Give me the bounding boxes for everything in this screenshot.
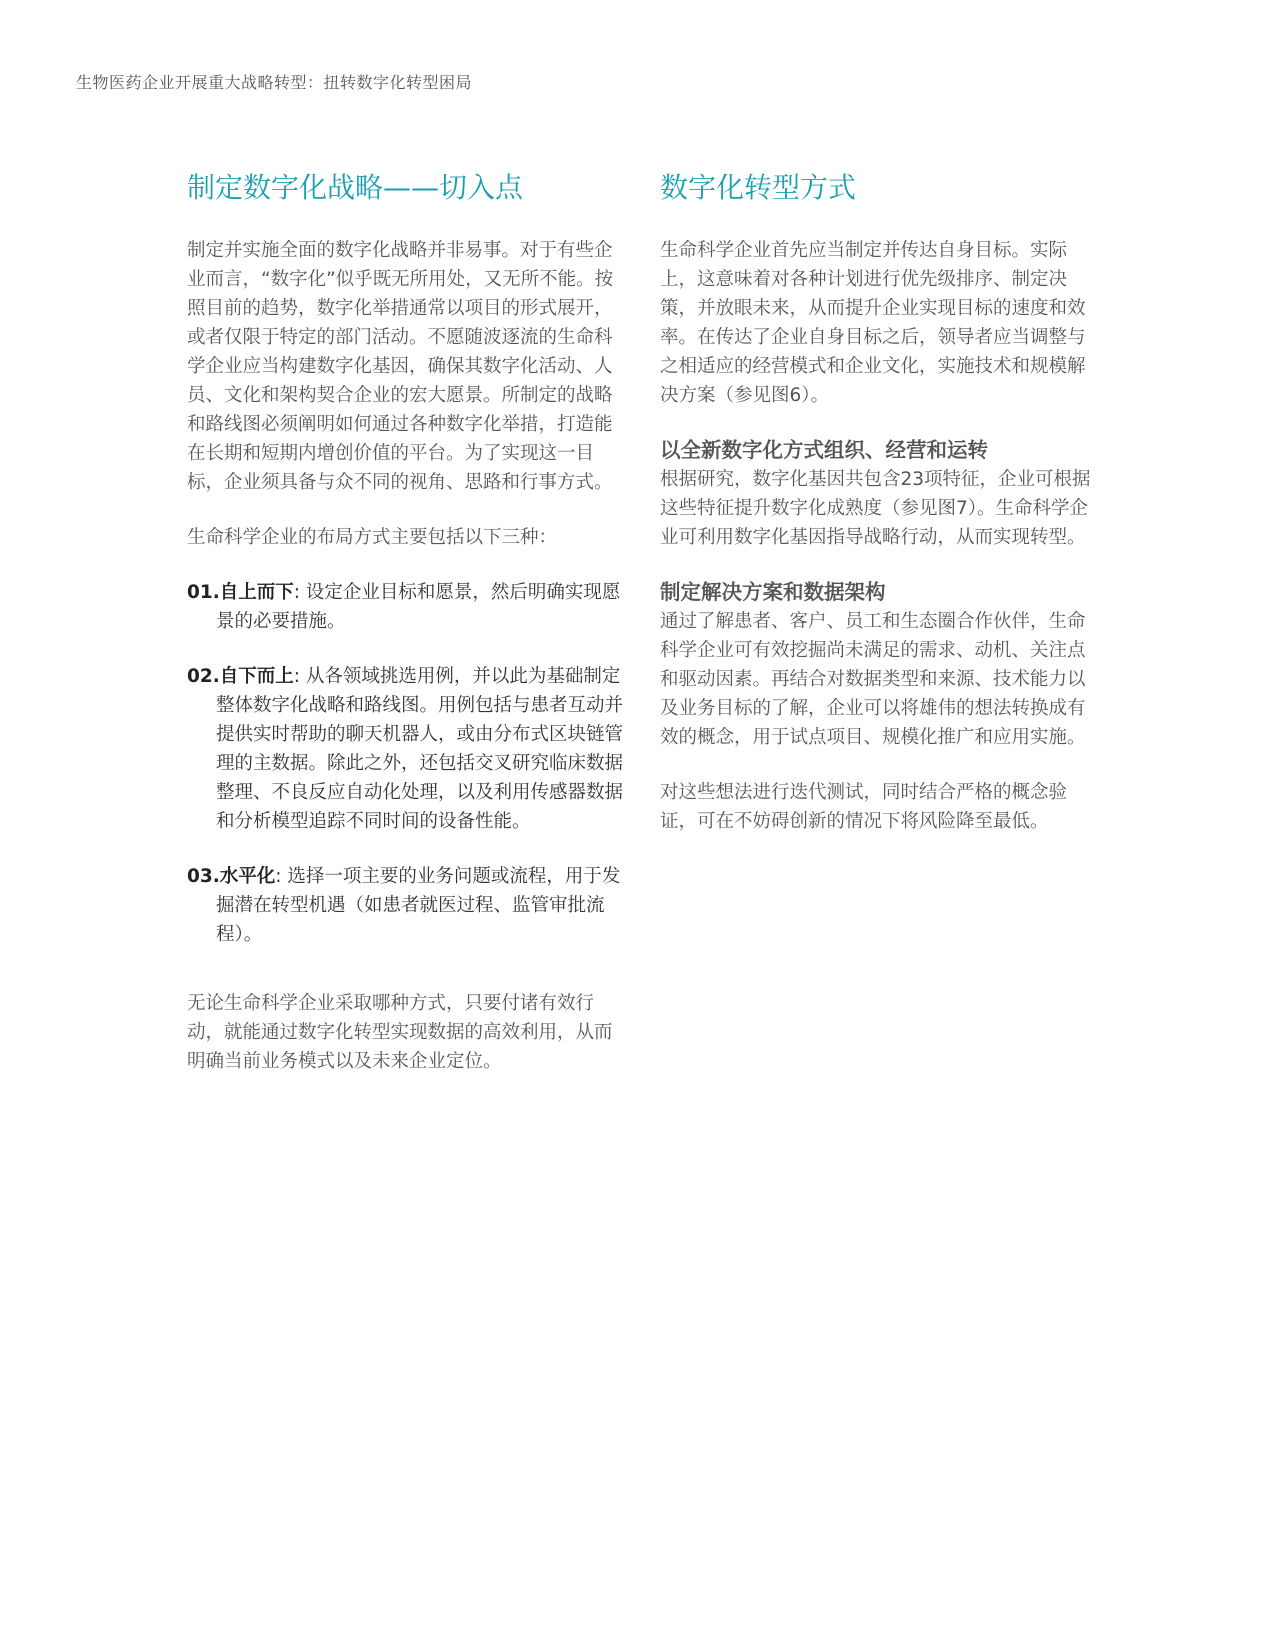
list-text: 从各领域挑选用例，并以此为基础制定整体数字化战略和路线图。用例包括与患者互动并提供实时帮助的聊天机器人，或由分布式区块链管理的主数据。除此之外，还包括交叉研究临床数据整理、不良反应自动化处理，以及利用传感器数据和分析模型追踪不同时间的设备性能。 [216,666,624,832]
transformation-intro-paragraph: 生命科学企业首先应当制定并传达自身目标。实际上，这意味着对各种计划进行优先级排序、制定决策，并放眼未来，从而提升企业实现目标的速度和效率。在传达了企业自身目标之后，领导者应当调整与之相适应的经营模式和企业文化，实施技术和规模解决方案（参见图6）。 [660,240,1086,406]
transformation-closing-paragraph: 对这些想法进行迭代测试，同时结合严格的概念验证，可在不妨碍创新的情况下将风险降至最低。 [660,782,1068,832]
list-term: 自上而下 [219,582,294,603]
left-column [187,170,627,1102]
strategy-intro-paragraph: 制定并实施全面的数字化战略并非易事。对于有些企业而言，“数字化”似乎既无所用处，又无所不能。按照目前的趋势，数字化举措通常以项目的形式展开，或者仅限于特定的部门活动。不愿随波逐流的生命科学企业应当构建数字化基因，确保其数字化活动、人员、文化和架构契合企业的宏大愿景。所制定的战略和路线图必须阐明如何通过各种数字化举措，打造能在长期和短期内增创价值的平台。为了实现这一目标，企业须具备与众不同的视角、思路和行事方式。 [187,240,614,493]
strategy-closing-paragraph: 无论生命科学企业采取哪种方式，只要付诸有效行动，就能通过数字化转型实现数据的高效利用，从而明确当前业务模式以及未来企业定位。 [187,993,613,1072]
list-term: 水平化 [219,866,276,887]
list-text: 设定企业目标和愿景，然后明确实现愿景的必要措施。 [216,582,621,632]
list-colon: : [293,582,301,603]
list-colon: : [293,666,301,687]
list-text: 选择一项主要的业务问题或流程，用于发掘潜在转型机遇（如患者就医过程、监管审批流程）。 [216,866,621,945]
list-colon: : [275,866,282,887]
subheading-organize-operate: 以全新数字化方式组织、经营和运转 [660,438,988,462]
list-number: 02. [187,666,220,687]
subheading-solution-architecture: 制定解决方案和数据架构 [660,580,886,604]
section-heading-transformation: 数字化转型方式 [660,171,857,204]
list-item-bottom-up [187,662,627,836]
list-number: 03. [187,866,220,887]
list-item-horizontal [187,862,627,949]
layout-methods-lead: 生命科学企业的布局方式主要包括以下三种： [187,527,558,548]
list-number: 01. [187,582,220,603]
section-heading-strategy: 制定数字化战略——切入点 [187,171,524,204]
solution-architecture-paragraph: 通过了解患者、客户、员工和生态圈合作伙伴，生命科学企业可有效挖掘尚未满足的需求、动机、关注点和驱动因素。再结合对数据类型和来源、技术能力以及业务目标的了解，企业可以将雄伟的想法转换成有效的概念，用于试点项目、规模化推广和应用实施。 [660,611,1086,748]
running-header: 生物医药企业开展重大战略转型：扭转数字化转型困局 [76,73,473,92]
organize-operate-paragraph: 根据研究，数字化基因共包含23项特征，企业可根据这些特征提升数字化成熟度（参见图7）。生命科学企业可利用数字化基因指导战略行动，从而实现转型。 [660,469,1091,548]
list-term: 自下而上 [219,666,294,687]
right-column [660,170,1100,862]
list-item-top-down [187,578,627,636]
